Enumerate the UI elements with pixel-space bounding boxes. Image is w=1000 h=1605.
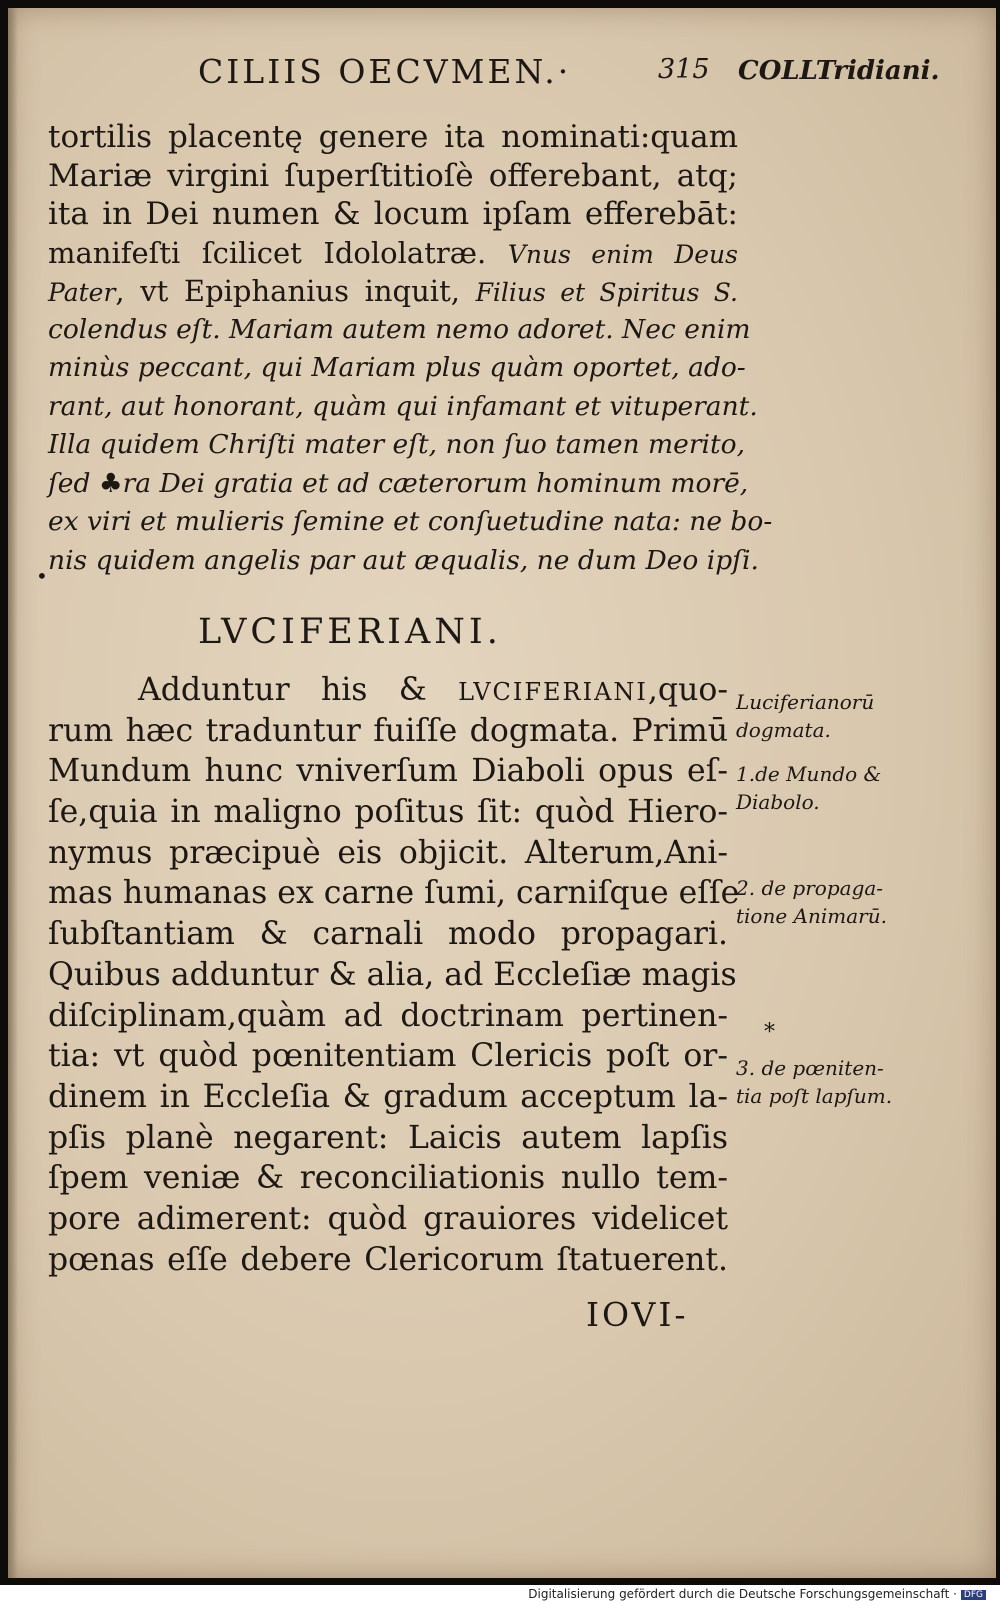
text-line: diſciplinam,quàm ad doctrinam pertinen-	[48, 997, 728, 1034]
catchword: IOVI-	[586, 1295, 689, 1334]
text-line: ſed ♣ra Dei gratia et ad cæterorum hominum morē,	[48, 467, 749, 499]
margin-note-line: Diabolo.	[736, 790, 820, 814]
text-line: Mundum hunc vniverſum Diaboli opus eſ-	[48, 753, 728, 790]
text-italic: Filius et Spiritus S.	[475, 278, 738, 307]
text-roman: manifeſti ſcilicet Idololatræ.	[48, 235, 508, 270]
text-line: nymus præcipuè eis objicit. Alterum,Ani-	[48, 834, 728, 871]
dfg-logo-icon: DFG	[961, 1590, 986, 1600]
running-head: CILIIS OECVMEN.·	[198, 52, 572, 91]
text-roman: , vt Epiphanius inquit,	[115, 274, 476, 308]
section-title: LVCIFERIANI.	[198, 612, 502, 652]
text-line: Quibus adduntur & alia, ad Eccleſiæ magis	[48, 956, 737, 993]
margin-note-mundo	[736, 760, 936, 816]
text-line	[48, 234, 738, 273]
page-header	[188, 52, 940, 102]
margin-note-line: 2. de propaga-	[736, 876, 884, 900]
text-block-epiphanius	[48, 118, 773, 580]
text-roman: Adduntur his &	[138, 672, 459, 708]
text-line: ſubſtantiam & carnali modo propagari.	[48, 916, 728, 953]
margin-note-line: Luciferianorū	[736, 690, 875, 714]
text-line: ſpem veniæ & reconciliationis nullo tem-	[48, 1160, 728, 1197]
text-line: tia: vt quòd pœnitentiam Clericis poſt or-	[48, 1038, 728, 1075]
text-line: tortilis placentę genere ita nominati:quam	[48, 119, 738, 155]
page-gutter-shadow	[8, 8, 18, 1578]
text-line: rum hæc traduntur fuiſſe dogmata. Primū	[48, 712, 728, 749]
margin-note-animarum	[736, 874, 936, 930]
margin-bullet: •	[36, 564, 48, 588]
text-italic: Pater	[48, 278, 116, 307]
text-line: Illa quidem Chriſti mater eſt, non ſuo tamen merito,	[48, 429, 746, 460]
text-line: colendus eſt. Mariam autem nemo adoret. Nec enim	[48, 313, 751, 345]
text-line	[48, 670, 728, 711]
margin-note-line: tia poſt lapſum.	[736, 1084, 893, 1108]
text-line: dinem in Eccleſia & gradum acceptum la-	[48, 1078, 728, 1115]
page-number: 315	[658, 54, 710, 85]
margin-note-line: dogmata.	[736, 718, 831, 742]
text-small-caps: LVCIFERIANI	[458, 678, 648, 706]
text-roman: ,quo-	[647, 672, 728, 708]
book-page	[8, 8, 996, 1578]
text-line: ita in Dei numen & locum ipſam efferebāt:	[48, 196, 738, 232]
digitization-credit	[528, 1587, 986, 1601]
margin-note-line: tione Animarū.	[736, 904, 887, 928]
text-line: rant, aut honorant, quàm qui infamant et vituperant.	[48, 390, 758, 422]
text-line	[48, 272, 738, 311]
margin-note-dogmata	[736, 688, 936, 744]
right-running-head: COLLTridiani.	[738, 56, 940, 86]
text-line: minùs peccant, qui Mariam plus quàm oportet, ado-	[48, 352, 746, 383]
text-line: nis quidem angelis par aut æqualis, ne dum Deo ipſi.	[48, 544, 759, 576]
text-line: pſis planè negarent: Laicis autem lapſis	[48, 1119, 728, 1156]
margin-asterisk: *	[764, 1020, 775, 1045]
credit-text: Digitalisierung gefördert durch die Deutsche Forschungsgemeinschaft ·	[528, 1587, 957, 1601]
text-block-luciferiani	[48, 670, 740, 1280]
text-line: ſe,quia in maligno poſitus ſit: quòd Hiero-	[48, 794, 728, 831]
text-line: mas humanas ex carne ſumi, carniſque eſſe	[48, 875, 740, 912]
margin-note-poenitentia	[736, 1054, 936, 1110]
text-line: pœnas eſſe debere Clericorum ſtatuerent.	[48, 1241, 728, 1278]
margin-note-line: 1.de Mundo &	[736, 762, 882, 786]
text-line: pore adimerent: quòd grauiores videlicet	[48, 1200, 728, 1237]
text-line: Mariæ virgini ſuperſtitioſè offerebant, atq;	[48, 157, 738, 194]
margin-note-line: 3. de pœniten-	[736, 1056, 884, 1080]
text-line: ex viri et mulieris ſemine et conſuetudine nata: ne bo-	[48, 506, 773, 537]
text-italic: Vnus enim Deus	[507, 239, 738, 269]
